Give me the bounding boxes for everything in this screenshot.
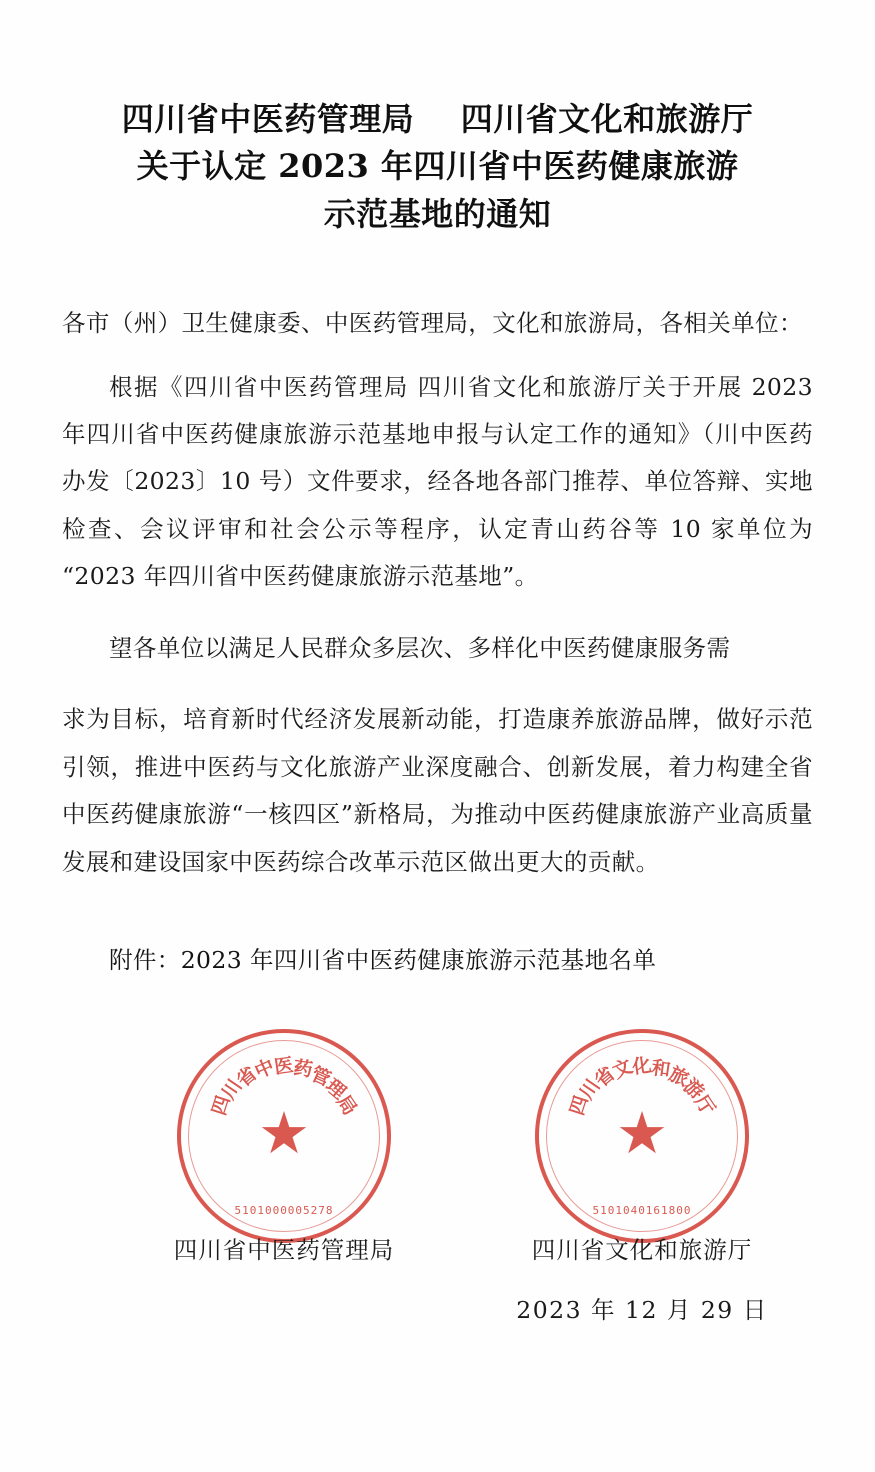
- seal-code-right: 5101040161800: [592, 1203, 692, 1217]
- paragraph-salutation: 各市（州）卫生健康委、中医药管理局，文化和旅游局，各相关单位：: [62, 309, 803, 338]
- paragraph-basis: 根据《四川省中医药管理局 四川省文化和旅游厅关于开展 2023 年四川省中医药健康旅游示范基地申报与认定工作的通知》（川中医药办发〔2023〕10 号）文件要求，经各地各部门推荐、单位答辩、实地检查、会议评审和社会公示等程序，认定青山药谷等 10 家单位为“2023 年四川省中医药健康旅游示范基地”。: [62, 372, 813, 591]
- signature-date-right: 2023 年 12 月 29 日: [516, 1295, 768, 1324]
- signature-block-right: [472, 1045, 812, 1325]
- seal-arc-text-right: 四 川 省 文 化 和 旅 游 厅: [565, 1054, 719, 1120]
- title-line-1: 四川省中医药管理局 四川省文化和旅游厅: [121, 100, 754, 138]
- paragraph-exhortation-rest: 求为目标，培育新时代经济发展新动能，打造康养旅游品牌，做好示范引领，推进中医药与文化旅游产业深度融合、创新发展，着力构建全省中医药健康旅游“一核四区”新格局，为推动中医药健康旅游产业高质量发展和建设国家中医药综合改革示范区做出更大的贡献。: [62, 705, 813, 876]
- attachment-line: 附件：2023 年四川省中医药健康旅游示范基地名单: [109, 946, 657, 975]
- signature-area: [62, 1045, 813, 1345]
- paragraph-exhortation-first-line: 望各单位以满足人民群众多层次、多样化中医药健康服务需: [109, 633, 731, 662]
- seal-star-icon: ★: [616, 1098, 668, 1167]
- title-line-3: 示范基地的通知: [323, 194, 552, 233]
- seal-arc-text-left: 四 川 省 中 医 药 管 理 局: [207, 1054, 361, 1120]
- signature-block-left: [114, 1045, 454, 1325]
- title-line-2: 关于认定 2023 年四川省中医药健康旅游: [136, 147, 739, 186]
- document-body: [62, 300, 813, 886]
- seal-code-left: 5101000005278: [234, 1203, 334, 1217]
- seal-star-icon: ★: [258, 1098, 310, 1167]
- signature-name-right: 四川省文化和旅游厅: [531, 1235, 753, 1264]
- page-title: [62, 0, 813, 238]
- signature-name-left: 四川省中医药管理局: [173, 1235, 395, 1264]
